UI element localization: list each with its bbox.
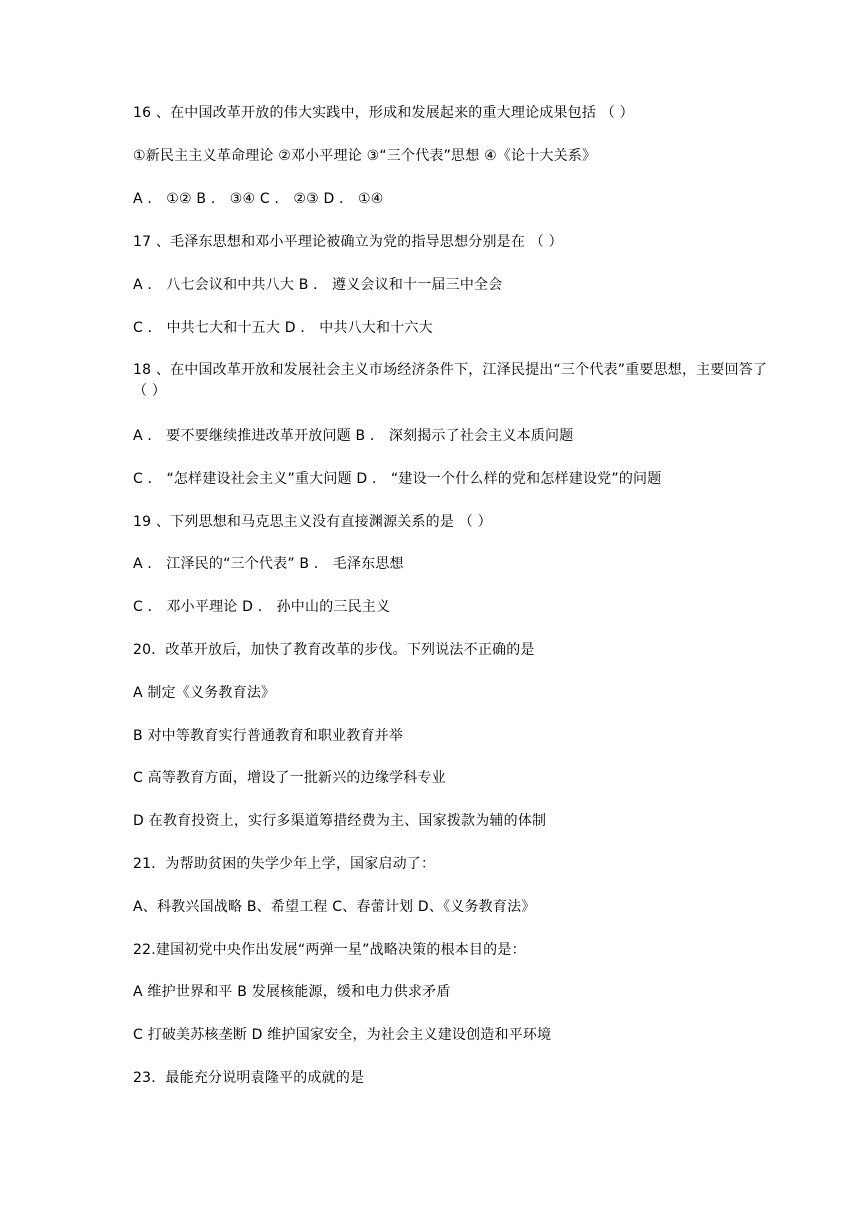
question-17-options-cd: C ． 中共七大和十五大 D ． 中共八大和十六大 <box>133 320 433 336</box>
question-20: 20．改革开放后，加快了教育改革的步伐。下列说法不正确的是 <box>133 642 535 658</box>
question-16-statements: ①新民主主义革命理论 ②邓小平理论 ③“三个代表”思想 ④《论十大关系》 <box>133 148 597 164</box>
question-19: 19 、下列思想和马克思主义没有直接渊源关系的是 （ ） <box>133 514 492 530</box>
question-18: 18 、在中国改革开放和发展社会主义市场经济条件下，江泽民提出“三个代表”重要思想，主要回答了 （ ） <box>133 362 768 399</box>
question-23: 23．最能充分说明袁隆平的成就的是 <box>133 1070 365 1086</box>
question-18-options-cd: C ． “怎样建设社会主义”重大问题 D ． “建设一个什么样的党和怎样建设党”的问题 <box>133 471 662 487</box>
question-17: 17 、毛泽东思想和邓小平理论被确立为党的指导思想分别是在 （ ） <box>133 234 563 250</box>
question-21-options: A、科教兴国战略 B、希望工程 C、春蕾计划 D、《义务教育法》 <box>133 899 536 915</box>
question-16: 16 、在中国改革开放的伟大实践中，形成和发展起来的重大理论成果包括 （ ） <box>133 105 634 121</box>
question-21: 21．为帮助贫困的失学少年上学，国家启动了： <box>133 856 436 872</box>
question-20-option-b: B 对中等教育实行普通教育和职业教育并举 <box>133 728 404 744</box>
question-22-options-cd: C 打破美苏核垄断 D 维护国家安全，为社会主义建设创造和平环境 <box>133 1027 552 1043</box>
question-20-option-c: C 高等教育方面，增设了一批新兴的边缘学科专业 <box>133 770 446 786</box>
question-19-options-cd: C ． 邓小平理论 D ． 孙中山的三民主义 <box>133 599 391 615</box>
question-18-options-ab: A ． 要不要继续推进改革开放问题 B ． 深刻揭示了社会主义本质问题 <box>133 428 574 444</box>
question-19-options-ab: A ． 江泽民的“三个代表” B ． 毛泽东思想 <box>133 556 404 572</box>
question-22: 22.建国初党中央作出发展“两弹一星”战略决策的根本目的是： <box>133 942 526 958</box>
question-17-options-ab: A ． 八七会议和中共八大 B ． 遵义会议和十一届三中全会 <box>133 277 503 293</box>
question-16-options: A ． ①② B ． ③④ C ． ②③ D ． ①④ <box>133 191 384 207</box>
question-20-option-d: D 在教育投资上，实行多渠道筹措经费为主、国家拨款为辅的体制 <box>133 813 547 829</box>
question-20-option-a: A 制定《义务教育法》 <box>133 685 276 701</box>
question-22-options-ab: A 维护世界和平 B 发展核能源，缓和电力供求矛盾 <box>133 984 451 1000</box>
